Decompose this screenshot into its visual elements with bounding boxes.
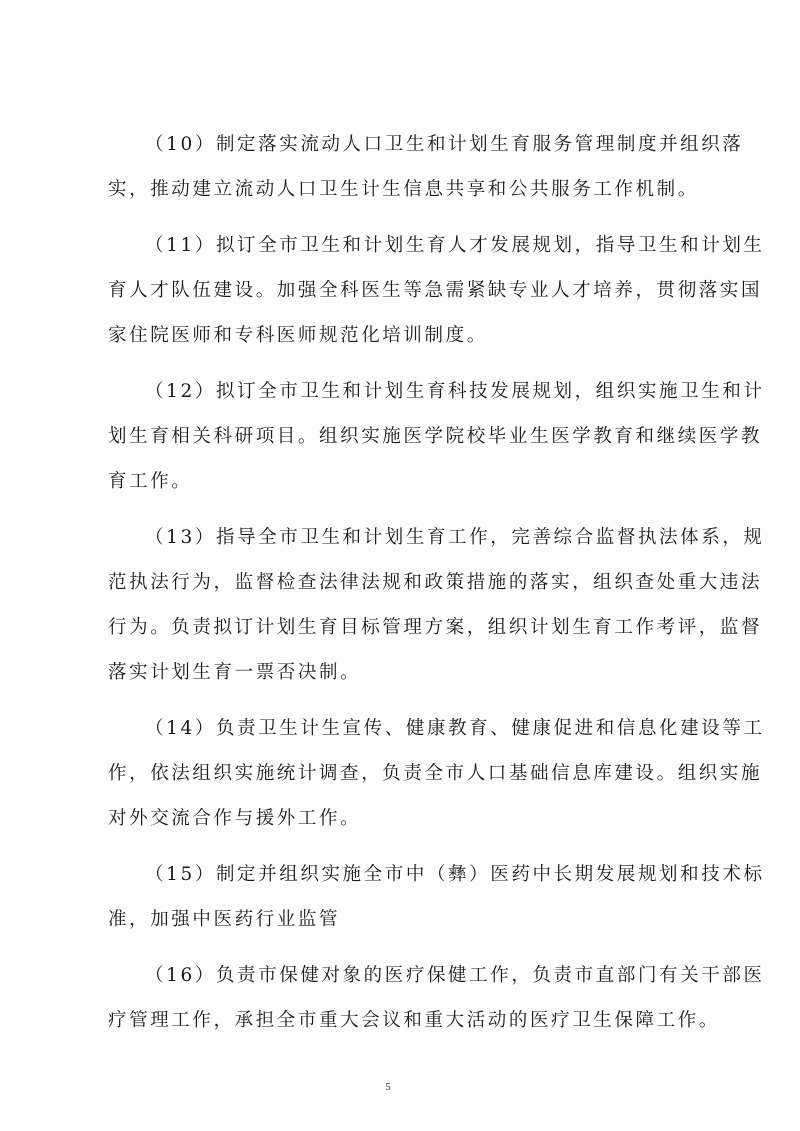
paragraph-line: （15）制定并组织实施全市中（彝）医药中长期发展规划和技术标: [145, 864, 765, 885]
paragraph-line: 家住院医师和专科医师规范化培训制度。: [108, 325, 488, 346]
paragraph-15: [108, 852, 765, 942]
paragraph-line: （12）拟订全市卫生和计划生育科技发展规划，组织实施卫生和计: [145, 381, 765, 402]
paragraph-line: （11）拟订全市卫生和计划生育人才发展规划，指导卫生和计划生: [145, 235, 765, 256]
page-number: 5: [385, 1081, 391, 1093]
paragraph-13: [108, 515, 765, 695]
paragraph-line: （16）负责市保健对象的医疗保健工作，负责市直部门有关干部医: [145, 965, 765, 986]
paragraph-line: 育人才队伍建设。加强全科医生等急需紧缺专业人才培养，贯彻落实国: [108, 280, 763, 301]
paragraph-line: 实，推动建立流动人口卫生计生信息共享和公共服务工作机制。: [108, 179, 699, 200]
paragraph-12: [108, 369, 765, 504]
paragraph-line: 行为。负责拟订计划生育目标管理方案，组织计划生育工作考评，监督: [108, 617, 763, 638]
paragraph-line: （10）制定落实流动人口卫生和计划生育服务管理制度并组织落: [145, 134, 744, 155]
paragraph-line: 划生育相关科研项目。组织实施医学院校毕业生医学教育和继续医学教: [108, 426, 763, 447]
paragraph-line: 落实计划生育一票否决制。: [108, 662, 362, 683]
paragraph-16: [108, 953, 765, 1043]
paragraph-line: （14）负责卫生计生宣传、健康教育、健康促进和信息化建设等工: [145, 718, 765, 739]
document-body: [108, 122, 765, 1054]
paragraph-line: 作，依法组织实施统计调查，负责全市人口基础信息库建设。组织实施: [108, 763, 763, 784]
paragraph-line: 育工作。: [108, 471, 193, 492]
paragraph-line: 对外交流合作与援外工作。: [108, 808, 362, 829]
paragraph-line: 准，加强中医药行业监管: [108, 909, 341, 930]
paragraph-line: 疗管理工作，承担全市重大会议和重大活动的医疗卫生保障工作。: [108, 1010, 720, 1031]
paragraph-14: [108, 706, 765, 841]
paragraph-line: （13）指导全市卫生和计划生育工作，完善综合监督执法体系，规: [145, 527, 765, 548]
paragraph-line: 范执法行为，监督检查法律法规和政策措施的落实，组织查处重大违法: [108, 572, 763, 593]
paragraph-10: [108, 122, 744, 212]
paragraph-11: [108, 223, 765, 358]
